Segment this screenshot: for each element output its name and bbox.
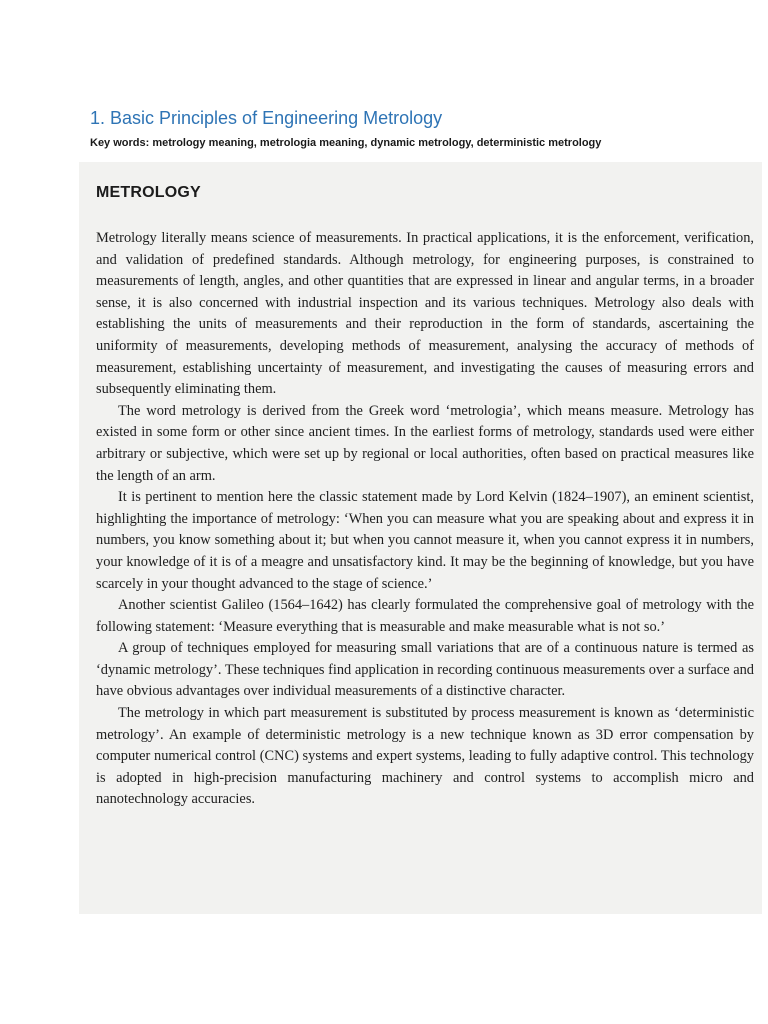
paragraph-kelvin-quote: It is pertinent to mention here the classic statement made by Lord Kelvin (1824–1907), an eminent scientist, highlighting the importance of metrology: ‘When you can measure what you are speaking about and express it in numbers, you know something about it; but when you cannot measure it, when you cannot express it in numbers, your knowledge of it is of a meagre and unsatisfactory kind. It may be the beginning of knowledge, but you have scarcely in your thought advanced to the stage of science.’: [96, 489, 754, 592]
keywords-line: Key words: metrology meaning, metrologia meaning, dynamic metrology, deterministic metrology: [90, 137, 602, 149]
paragraph-galileo-quote: Another scientist Galileo (1564–1642) has clearly formulated the comprehensive goal of metrology with the following statement: ‘Measure everything that is measurable and make measurable what is not so.’: [96, 597, 754, 635]
page-title: 1. Basic Principles of Engineering Metrology: [90, 108, 443, 128]
paragraph-deterministic-metrology: The metrology in which part measurement is substituted by process measurement is known as ‘deterministic metrology’. An example of deterministic metrology is a new technique known as 3D error compensation by computer numerical control (CNC) systems and expert systems, leading to fully adaptive control. This technology is adopted in high-precision manufacturing machinery and control systems to accomplish micro and nanotechnology accuracies.: [96, 705, 754, 808]
paragraph-dynamic-metrology: A group of techniques employed for measuring small variations that are of a continuous nature is termed as ‘dynamic metrology’. These techniques find application in recording continuous measurements over a surface and have obvious advantages over individual measurements of a distinctive character.: [96, 640, 754, 700]
excerpt-title: METROLOGY: [96, 184, 201, 201]
paragraph-definition: Metrology literally means science of measurements. In practical applications, it is the enforcement, verification, and validation of predefined standards. Although metrology, for engineering purposes, is constrained to measurements of length, angles, and other quantities that are expressed in linear and angular terms, in a broader sense, it is also concerned with industrial inspection and its various techniques. Metrology also deals with establishing the units of measurements and their reproduction in the form of standards, ascertaining the uniformity of measurements, developing methods of measurement, analysing the accuracy of methods of measurement, establishing uncertainty of measurement, and investigating the causes of measuring errors and subsequently eliminating them.: [96, 230, 754, 398]
excerpt-body: [96, 228, 754, 811]
scanned-excerpt: [79, 162, 762, 914]
paragraph-etymology: The word metrology is derived from the Greek word ‘metrologia’, which means measure. Metrology has existed in some form or other since ancient times. In the earliest forms of metrology, standards used were either arbitrary or subjective, which were set up by regional or local authorities, often based on practical measures like the length of an arm.: [96, 402, 754, 484]
